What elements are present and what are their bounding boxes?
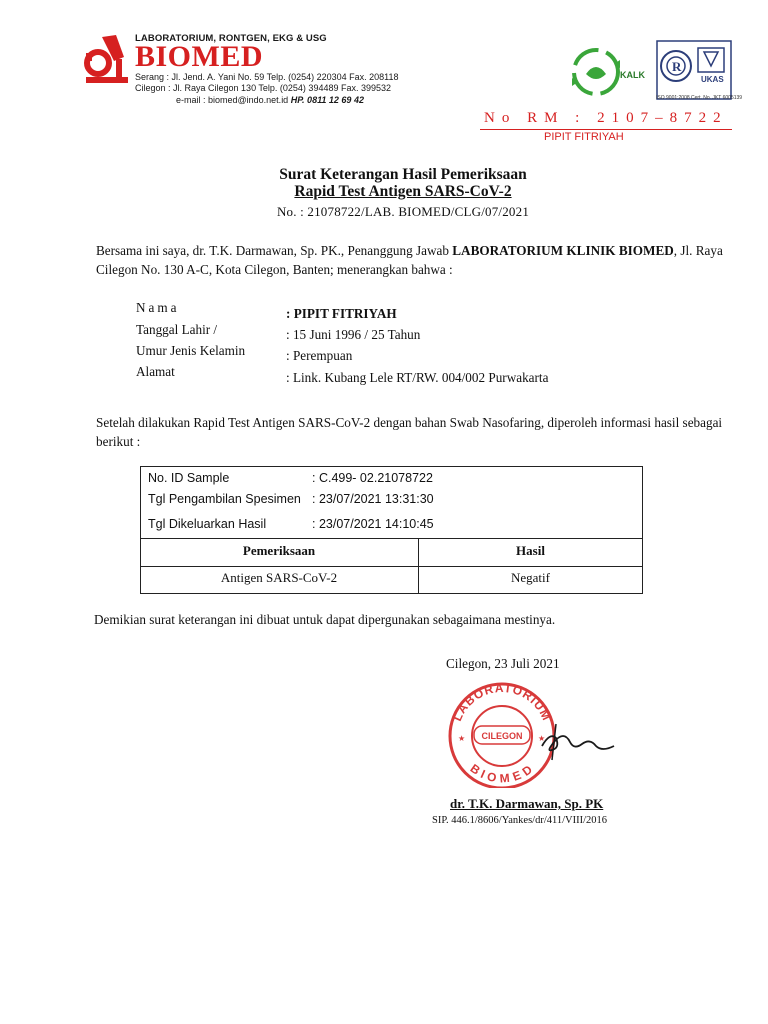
- place-date: Cilegon, 23 Juli 2021: [446, 656, 560, 671]
- kalk-accreditation-icon: [568, 44, 654, 100]
- value-name: : PIPIT FITRIYAH: [286, 306, 397, 321]
- doctor-license: SIP. 446.1/8606/Yankes/dr/411/VIII/2016: [432, 815, 608, 826]
- closing-statement: Demikian surat keterangan ini dibuat untuk dapat dipergunakan sebagaimana mestinya.: [94, 612, 556, 627]
- medical-record-number: No RM : 2107–8722: [484, 110, 728, 126]
- document-number: No. : 21078722/LAB. BIOMED/CLG/07/2021: [276, 204, 530, 219]
- document-title: Surat Keterangan Hasil Pemeriksaan: [279, 166, 527, 183]
- label-dob: Tanggal Lahir /: [136, 322, 218, 337]
- table-cell-result: Negatif: [511, 570, 550, 585]
- table-cell-exam: Antigen SARS-CoV-2: [220, 570, 338, 585]
- issued-date-label: Tgl Dikeluarkan Hasil: [148, 517, 267, 531]
- sample-id-label: No. ID Sample: [148, 471, 230, 485]
- table-header-result: Hasil: [516, 543, 545, 558]
- stamp-center-text: CILEGON: [481, 731, 523, 741]
- intro-paragraph: [96, 241, 726, 279]
- stamp-top-text: LABORATORIUM: [450, 680, 554, 724]
- contact-line: [176, 95, 364, 105]
- label-age-gender: Umur Jenis Kelamin: [136, 343, 246, 358]
- table-divider: [140, 566, 643, 567]
- intro-part1: Bersama ini saya, dr. T.K. Darmawan, Sp. PK., Penanggung Jawab: [96, 243, 453, 258]
- svg-text:R: R: [672, 59, 682, 74]
- iso-ukas-certification-icon: [656, 40, 732, 102]
- value-gender: : Perempuan: [286, 348, 353, 363]
- svg-text:★: ★: [538, 734, 546, 743]
- issued-date-value: : 23/07/2021 14:10:45: [312, 517, 434, 531]
- sample-id-value: : C.499- 02.21078722: [312, 471, 433, 485]
- stamp-bottom-text: BIOMED: [467, 761, 537, 786]
- svg-text:LABORATORIUM: [450, 681, 554, 723]
- table-divider: [140, 538, 643, 539]
- table-header-exam: Pemeriksaan: [242, 543, 316, 558]
- record-divider: [480, 129, 732, 130]
- value-address: : Link. Kubang Lele RT/RW. 004/002 Purwakarta: [286, 370, 549, 385]
- brand-name: BIOMED: [135, 40, 264, 73]
- patient-name-header: PIPIT FITRIYAH: [544, 131, 624, 143]
- iso-caption: ISO 9001:2008 Cert. No. JKT 6005139: [656, 95, 743, 101]
- value-dob-age: : 15 Juni 1996 / 25 Tahun: [286, 327, 421, 342]
- hp-text: HP. 0811 12 69 42: [290, 95, 364, 105]
- collection-date-value: : 23/07/2021 13:31:30: [312, 492, 434, 506]
- address-cilegon: Cilegon : Jl. Raya Cilegon 130 Telp. (0254) 394489 Fax. 399532: [135, 83, 392, 93]
- lab-stamp-and-signature: [444, 680, 656, 788]
- kalk-label: KALK: [620, 70, 645, 80]
- lab-types: LABORATORIUM, RONTGEN, EKG & USG: [135, 33, 327, 44]
- biomed-logo-icon: [80, 33, 134, 85]
- doctor-name: dr. T.K. Darmawan, Sp. PK: [450, 796, 604, 811]
- result-intro-paragraph: Setelah dilakukan Rapid Test Antigen SARS-CoV-2 dengan bahan Swab Nasofaring, diperoleh informasi hasil sebagai berikut :: [96, 415, 723, 449]
- ukas-label: UKAS: [701, 75, 724, 84]
- document-subtitle: Rapid Test Antigen SARS-CoV-2: [294, 183, 512, 200]
- label-address: Alamat: [136, 364, 175, 379]
- intro-lab-name: LABORATORIUM KLINIK BIOMED: [452, 243, 674, 258]
- email-text: e-mail : biomed@indo.net.id: [176, 95, 289, 105]
- svg-text:★: ★: [458, 734, 466, 743]
- intro-part2: , Jl. Raya Cilegon No. 130 A-C, Kota Cilegon, Banten; menerangkan bahwa :: [96, 243, 723, 277]
- address-serang: Serang : Jl. Jend. A. Yani No. 59 Telp. (0254) 220304 Fax. 208118: [135, 72, 399, 82]
- label-name: Nama: [136, 300, 180, 315]
- collection-date-label: Tgl Pengambilan Spesimen: [148, 492, 301, 506]
